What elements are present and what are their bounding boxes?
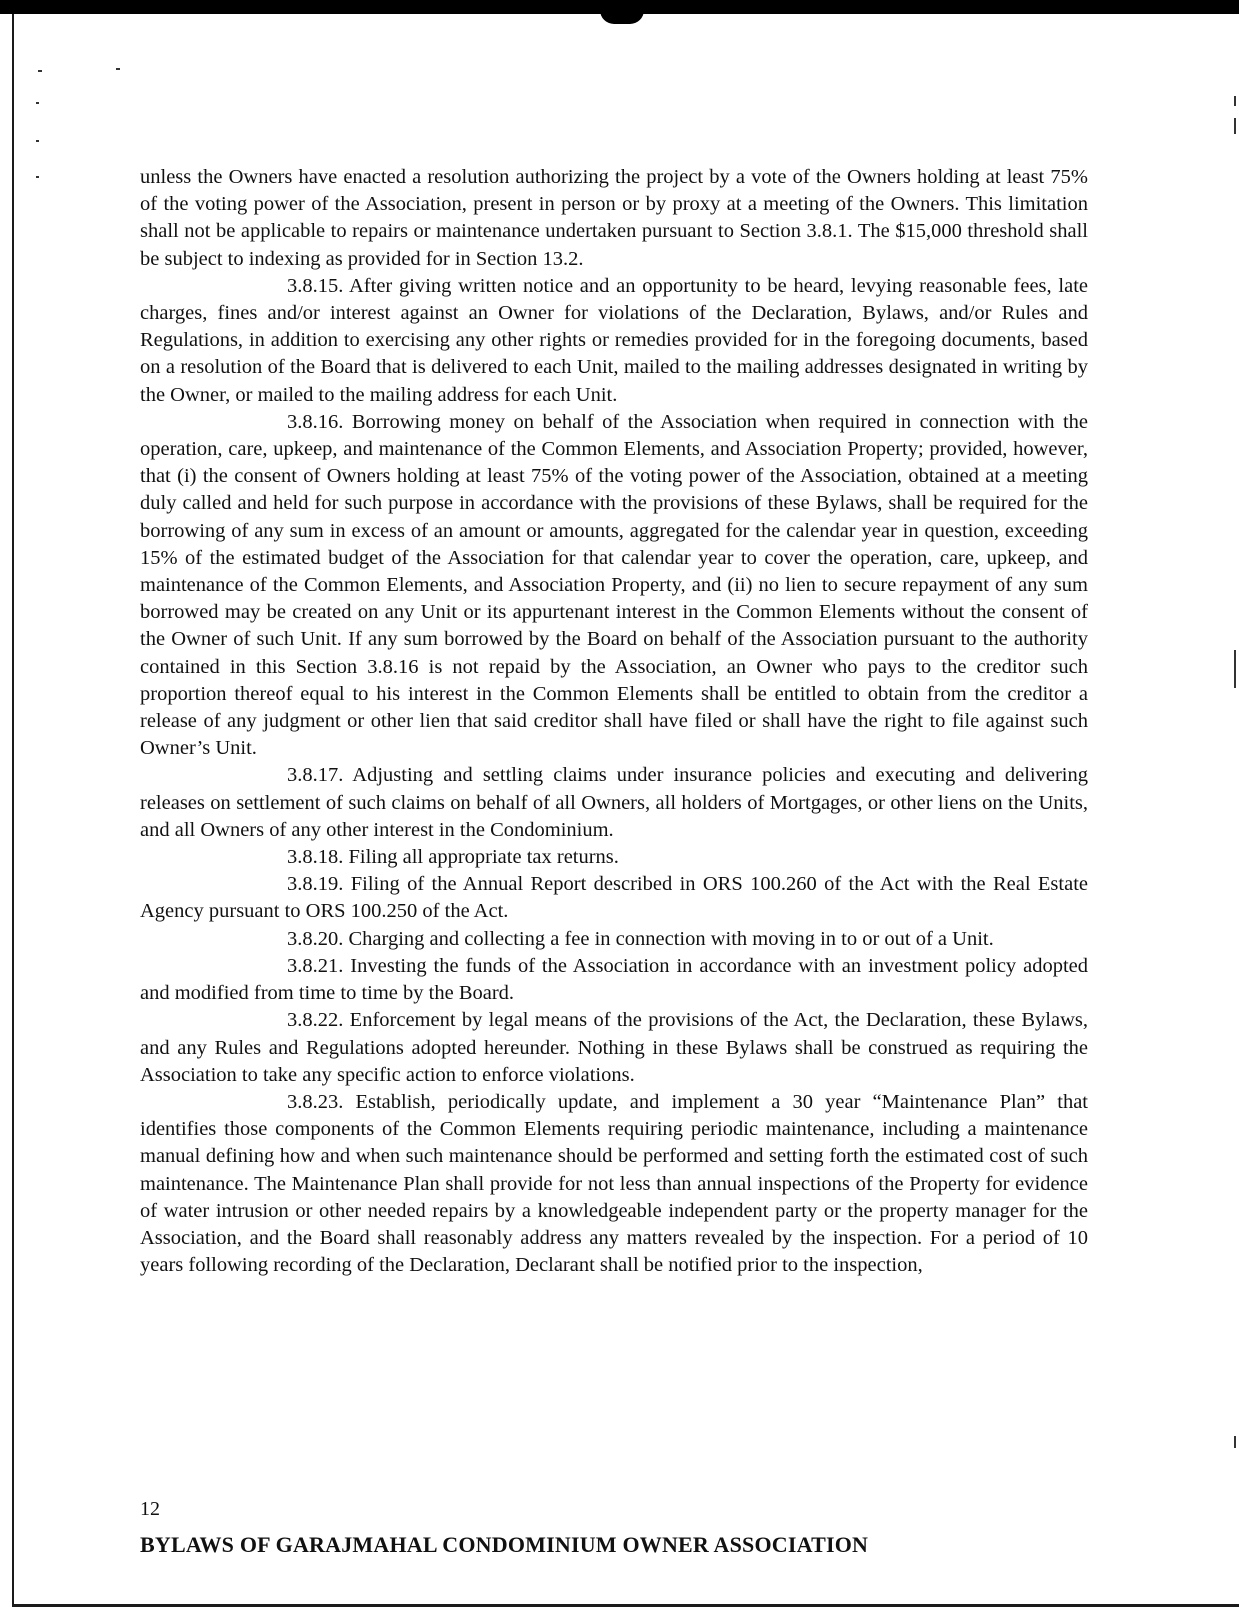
scan-left-edge bbox=[12, 14, 14, 1606]
paragraph-continuation: unless the Owners have enacted a resolution authorizing the project by a vote of the Owners holding at least 75% of the voting power of the Association, present in person or by proxy at a meeting of the Owners. This limitation shall not be applicable to repairs or maintenance undertaken pursuant to Section 3.8.1. The $15,000 threshold shall be subject to indexing as provided for in Section 13.2. bbox=[140, 166, 1088, 270]
paragraph-3-8-21: 3.8.21. Investing the funds of the Association in accordance with an investment policy adopted and modified from time to time by the Board. bbox=[140, 954, 1088, 1005]
scan-speck bbox=[38, 70, 42, 72]
paragraph-3-8-18: 3.8.18. Filing all appropriate tax returns. bbox=[287, 846, 619, 869]
scan-right-mark bbox=[1234, 650, 1236, 688]
scan-bottom-edge bbox=[12, 1604, 1239, 1607]
paragraph-3-8-23: 3.8.23. Establish, periodically update, and implement a 30 year “Maintenance Plan” that identifies those components of the Common Elements requiring periodic maintenance, including a maintenance manual defining how and when such maintenance should be performed and setting forth the estimated cost of such maintenance. The Maintenance Plan shall provide for not less than annual inspections of the Property for evidence of water intrusion or other needed repairs by a knowledgeable independent party or the property manager for the Association, and the Board shall reasonably address any matters revealed by the inspection. For a period of 10 years following recording of the Declaration, Declarant shall be notified prior to the inspection, bbox=[140, 1090, 1088, 1277]
scan-right-mark bbox=[1234, 96, 1236, 106]
scan-right-mark bbox=[1234, 118, 1236, 134]
scan-speck bbox=[36, 176, 39, 178]
footer-title: BYLAWS OF GARAJMAHAL CONDOMINIUM OWNER ASSOCIATION bbox=[140, 1532, 869, 1557]
paragraph-3-8-22: 3.8.22. Enforcement by legal means of the provisions of the Act, the Declaration, these Bylaws, and any Rules and Regulations adopted hereunder. Nothing in these Bylaws shall be construed as requiring the Association to take any specific action to enforce violations. bbox=[140, 1009, 1088, 1086]
paragraph-3-8-17: 3.8.17. Adjusting and settling claims under insurance policies and executing and delivering releases on settlement of such claims on behalf of all Owners, all holders of Mortgages, or other liens on the Units, and all Owners of any other interest in the Condominium. bbox=[140, 764, 1088, 841]
scan-right-mark bbox=[1234, 1436, 1236, 1448]
document-body bbox=[140, 164, 1088, 1279]
paragraph-3-8-19: 3.8.19. Filing of the Annual Report described in ORS 100.260 of the Act with the Real Estate Agency pursuant to ORS 100.250 of the Act. bbox=[140, 873, 1088, 923]
scan-speck bbox=[116, 68, 120, 70]
scan-speck bbox=[36, 140, 39, 142]
scan-speck bbox=[36, 102, 39, 104]
paragraph-3-8-20: 3.8.20. Charging and collecting a fee in connection with moving in to or out of a Unit. bbox=[287, 927, 994, 950]
scan-binding-mark bbox=[600, 10, 644, 24]
page-number: 12 bbox=[140, 1498, 160, 1520]
paragraph-3-8-15: 3.8.15. After giving written notice and an opportunity to be heard, levying reasonable fees, late charges, fines and/or interest against an Owner for violations of the Declaration, Bylaws, and/or Rules and Regulations, in addition to exercising any other rights or remedies provided for in the foregoing documents, based on a resolution of the Board that is delivered to each Unit, mailed to the mailing addresses designated in writing by the Owner, or mailed to the mailing address for each Unit. bbox=[140, 274, 1088, 406]
paragraph-3-8-16: 3.8.16. Borrowing money on behalf of the Association when required in connection with the operation, care, upkeep, and maintenance of the Common Elements, and Association Property; provided, however, that (i) the consent of Owners holding at least 75% of the voting power of the Association, obtained at a meeting duly called and held for such purpose in accordance with the provisions of these Bylaws, shall be required for the borrowing of any sum in excess of an amount or amounts, aggregated for the calendar year in question, exceeding 15% of the estimated budget of the Association for that calendar year to cover the operation, care, upkeep, and maintenance of the Common Elements, and Association Property, and (ii) no lien to secure repayment of any sum borrowed may be created on any Unit or its appurtenant interest in the Common Elements without the consent of the Owner of such Unit. If any sum borrowed by the Board on behalf of the Association pursuant to the authority contained in this Section 3.8.16 is not repaid by the Association, an Owner who pays to the creditor such proportion thereof equal to his interest in the Common Elements shall be entitled to obtain from the creditor a release of any judgment or other lien that said creditor shall have filed or shall have the right to file against such Owner’s Unit. bbox=[140, 410, 1088, 760]
